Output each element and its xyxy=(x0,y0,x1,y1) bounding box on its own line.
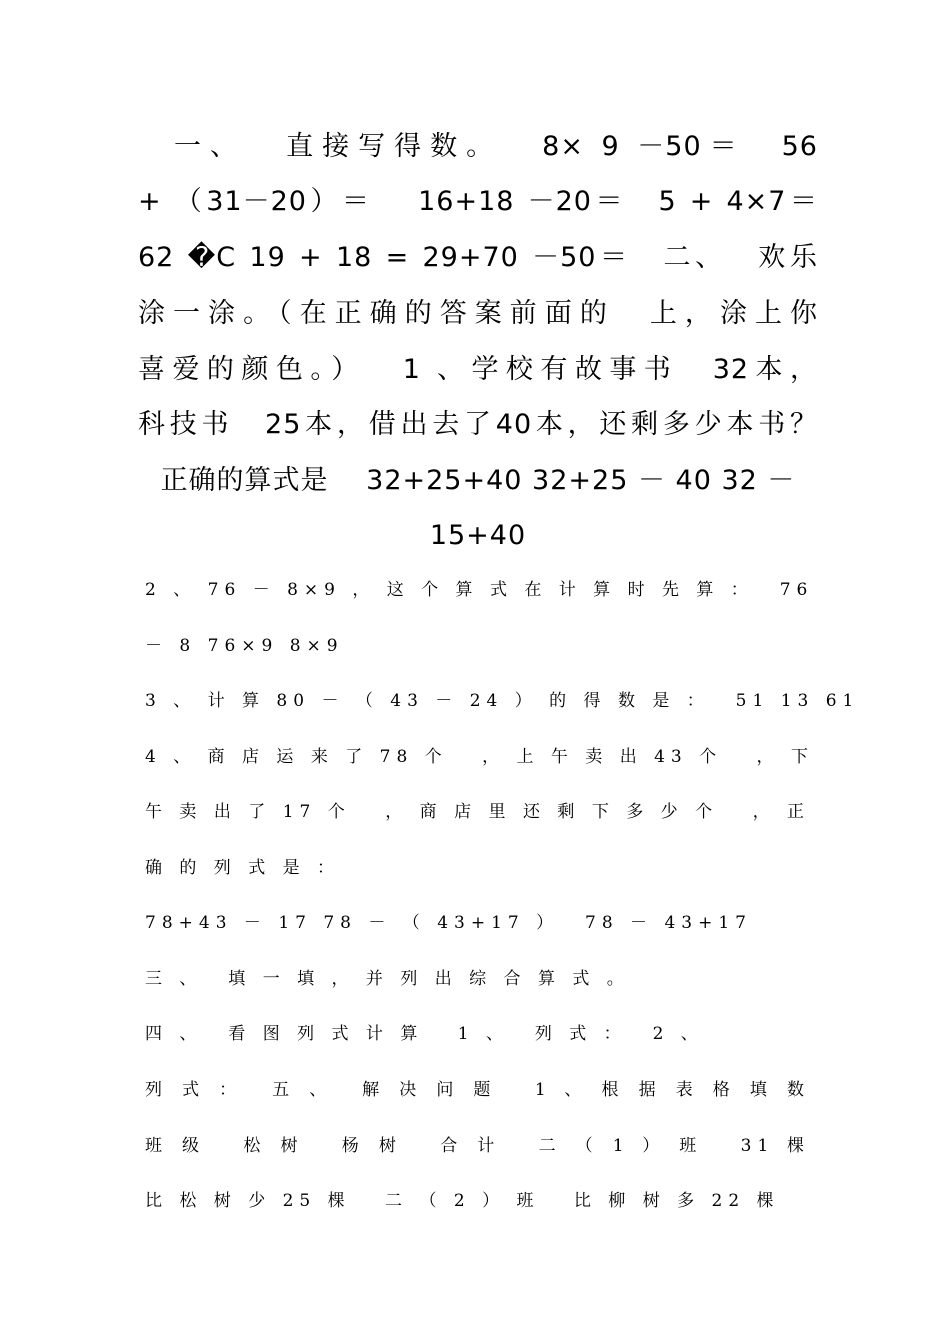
section-4-heading: 四 、 看 图 列 式 计 算 1 、 列 式 ： 2 、 xyxy=(145,1024,704,1044)
section-2-line-1: 涂一涂。（在正确的答案前面的 上，涂上你 xyxy=(138,298,818,329)
question-2-line-2: － 8 76×9 8×9 xyxy=(145,636,344,656)
question-1-options: 正确的算式是 32+25+40 32+25 － 40 32 － xyxy=(160,465,796,496)
question-1-options-cont: 15+40 xyxy=(429,520,527,551)
section-5-heading: 列 式 ： 五 、 解 决 问 题 1 、 根 据 表 格 填 数 xyxy=(145,1080,810,1100)
question-4-line-2: 午 卖 出 了 17 个 ， 商 店 里 还 剩 下 多 少 个 ， 正 xyxy=(145,802,810,822)
table-row-2: 比 松 树 少 25 棵 二 （ 2 ） 班 比 柳 树 多 22 棵 xyxy=(145,1191,780,1211)
question-4-line-3: 确 的 列 式 是 ： xyxy=(145,858,341,878)
section-3-heading: 三 、 填 一 填 ， 并 列 出 综 合 算 式 。 xyxy=(145,969,630,989)
question-4-line-1: 4 、 商 店 运 来 了 78 个 ， 上 午 卖 出 43 个 ， 下 xyxy=(145,747,814,767)
section-1-line-1: 一、 直接写得数。 8× 9 －50＝ 56 xyxy=(138,131,818,162)
section-2-line-2: 喜爱的颜色。） 1 、学校有故事书 32本， xyxy=(138,354,818,385)
table-row-1: 班 级 松 树 杨 树 合 计 二 （ 1 ） 班 31 棵 xyxy=(145,1136,810,1156)
question-2-line-1: 2 、 76 － 8×9 ， 这 个 算 式 在 计 算 时 先 算 ： 76 xyxy=(145,580,814,600)
section-1-line-2: + （31－20）＝ 16+18 －20＝ 5 + 4×7＝ xyxy=(138,186,818,217)
question-4-options: 78+43 － 17 78 － （ 43+17 ） 78 － 43+17 xyxy=(145,913,752,933)
question-3-line: 3 、 计 算 80 － （ 43 － 24 ） 的 得 数 是 ： 51 13 61 xyxy=(145,691,860,711)
question-1-line: 科技书 25本，借出去了40本，还剩多少本书？ xyxy=(138,409,818,440)
section-1-line-3: 62 �C 19 + 18 = 29+70 －50＝ 二、 欢乐 xyxy=(138,242,818,273)
